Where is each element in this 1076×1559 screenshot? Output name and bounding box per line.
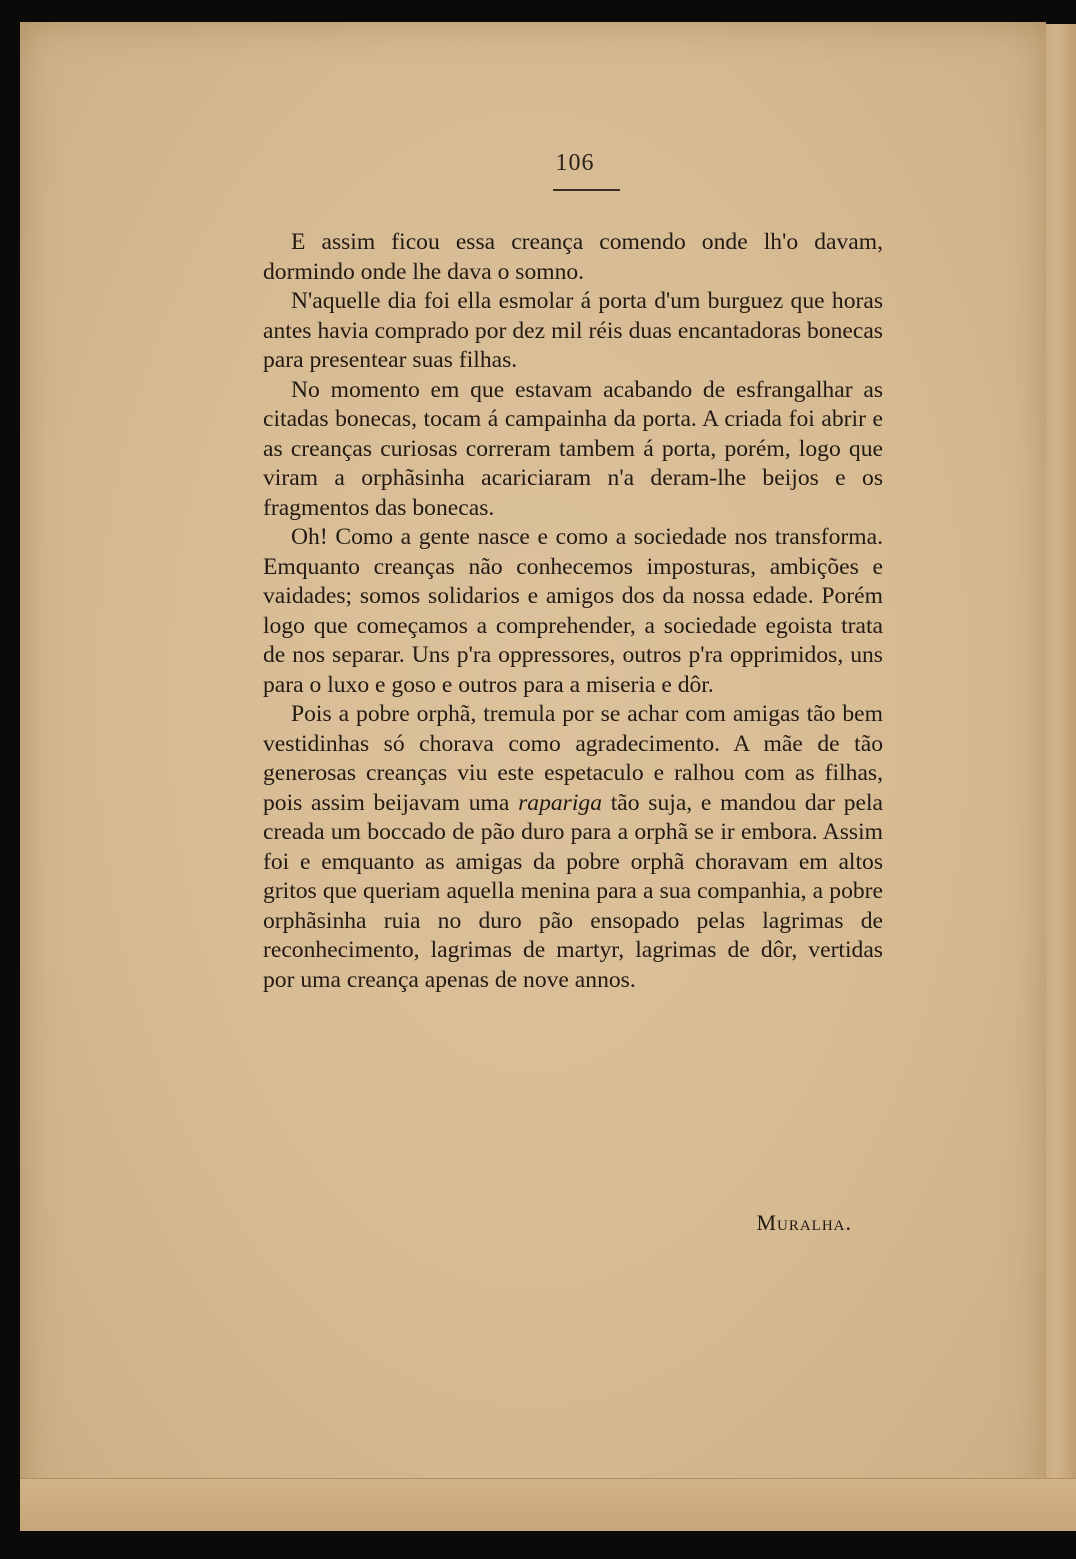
paragraph-5-text-end: tão suja, e mandou dar pela creada um boccado de pão duro para a orphã se ir embora. Assim foi e emquanto as amigas da pobre orphã choravam em altos gritos que queriam aquella menina para a sua companhia, a pobre orphãsinha ruia no duro pão ensopado pelas lagrimas de reconhecimento, lagrimas de martyr, lagrimas de dôr, vertidas por uma creança apenas de nove annos. (263, 789, 884, 993)
paragraph-5 (263, 700, 883, 995)
paragraph-5-text-start: Pois a pobre orphã, tremula por se achar com amigas tão bem vestidinhas só chorava como agradecimento. A mãe de tão generosas creanças viu este espetaculo e ralhou com as filhas, pois assim beijavam uma (263, 701, 883, 816)
author-signature: Muralha. (756, 1210, 852, 1235)
page-bottom-edge (20, 1478, 1076, 1531)
page-number-rule (553, 189, 620, 191)
paragraph-4: Oh! Como a gente nasce e como a sociedade nos transforma. Emquanto creanças não conhecemos imposturas, ambições e vaidades; somos solidarios e amigos dos da nossa edade. Porém logo que começamos a comprehender, a sociedade egoista trata de nos separar. Uns p'ra oppressores, outros p'ra opprimidos, uns para o luxo e goso e outros para a miseria e dôr. (263, 524, 883, 698)
body-text (263, 228, 883, 995)
italic-word: rapariga (518, 789, 602, 816)
paragraph-3: No momento em que estavam acabando de esfrangalhar as citadas bonecas, tocam á campainha da porta. A criada foi abrir e as creanças curiosas correram tambem á porta, porém, logo que viram a orphãsinha acariciaram n'a deram-lhe beijos e os fragmentos das bonecas. (263, 376, 883, 521)
page-number: 106 (555, 150, 595, 176)
paragraph-2: N'aquelle dia foi ella esmolar á porta d'um burguez que horas antes havia comprado por dez mil réis duas encantadoras bonecas para presentear suas filhas. (263, 288, 883, 373)
paragraph-1: E assim ficou essa creança comendo onde lh'o davam, dormindo onde lhe dava o somno. (263, 229, 883, 285)
